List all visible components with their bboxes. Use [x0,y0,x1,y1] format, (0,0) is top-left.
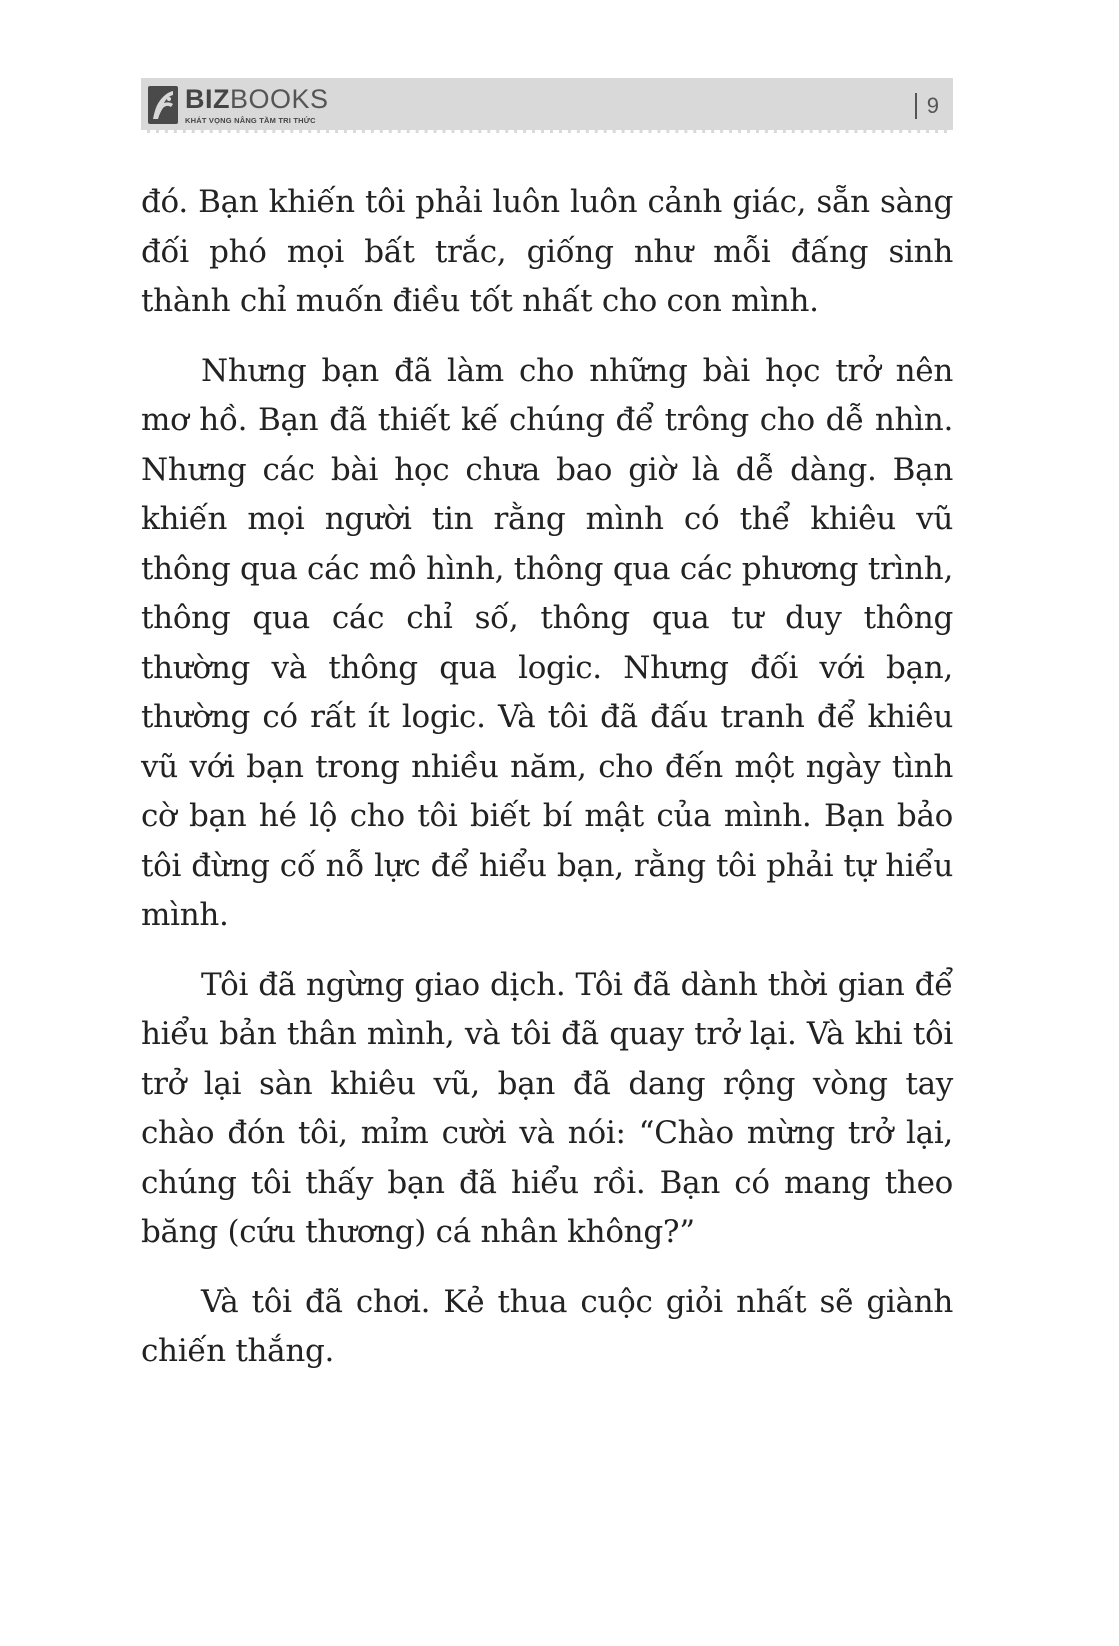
brand-name [185,83,329,114]
paragraph: Và tôi đã chơi. Kẻ thua cuộc giỏi nhất sẽ giành chiến thắng. [141,1283,953,1369]
bizbooks-logo [147,83,329,127]
paragraph: đó. Bạn khiến tôi phải luôn luôn cảnh giác, sẵn sàng đối phó mọi bất trắc, giống như mỗi đấng sinh thành chỉ muốn điều tốt nhất cho con mình. [141,184,953,319]
paragraph: Tôi đã ngừng giao dịch. Tôi đã dành thời gian để hiểu bản thân mình, và tôi đã quay trở lại. Và khi tôi trở lại sàn khiêu vũ, bạn đã dang rộng vòng tay chào đón tôi, mỉm cười và nói: “Chào mừng trở lại, chúng tôi thấy bạn đã hiểu rồi. Bạn có mang theo băng (cứu thương) cá nhân không?” [141,966,953,1250]
page-number-value: 9 [926,93,939,118]
page-number [915,93,939,119]
brand-tagline: KHÁT VỌNG NÂNG TẦM TRI THỨC [185,115,316,125]
brand-books: BOOKS [230,83,329,114]
bizbooks-logo-icon [147,83,179,127]
brand-biz: BIZ [185,83,230,114]
body-text [141,178,953,1397]
page-header [141,78,953,133]
page-number-separator [915,93,917,119]
paragraph: Nhưng bạn đã làm cho những bài học trở nên mơ hồ. Bạn đã thiết kế chúng để trông cho dễ nhìn. Nhưng các bài học chưa bao giờ là dễ dàng. Bạn khiến mọi người tin rằng mình có thể khiêu vũ thông qua các mô hình, thông qua các phương trình, thông qua các chỉ số, thông qua tư duy thông thường và thông qua logic. Nhưng đối với bạn, thường có rất ít logic. Và tôi đã đấu tranh để khiêu vũ với bạn trong nhiều năm, cho đến một ngày tình cờ bạn hé lộ cho tôi biết bí mật của mình. Bạn bảo tôi đừng cố nỗ lực để hiểu bạn, rằng tôi phải tự hiểu mình. [141,352,953,933]
